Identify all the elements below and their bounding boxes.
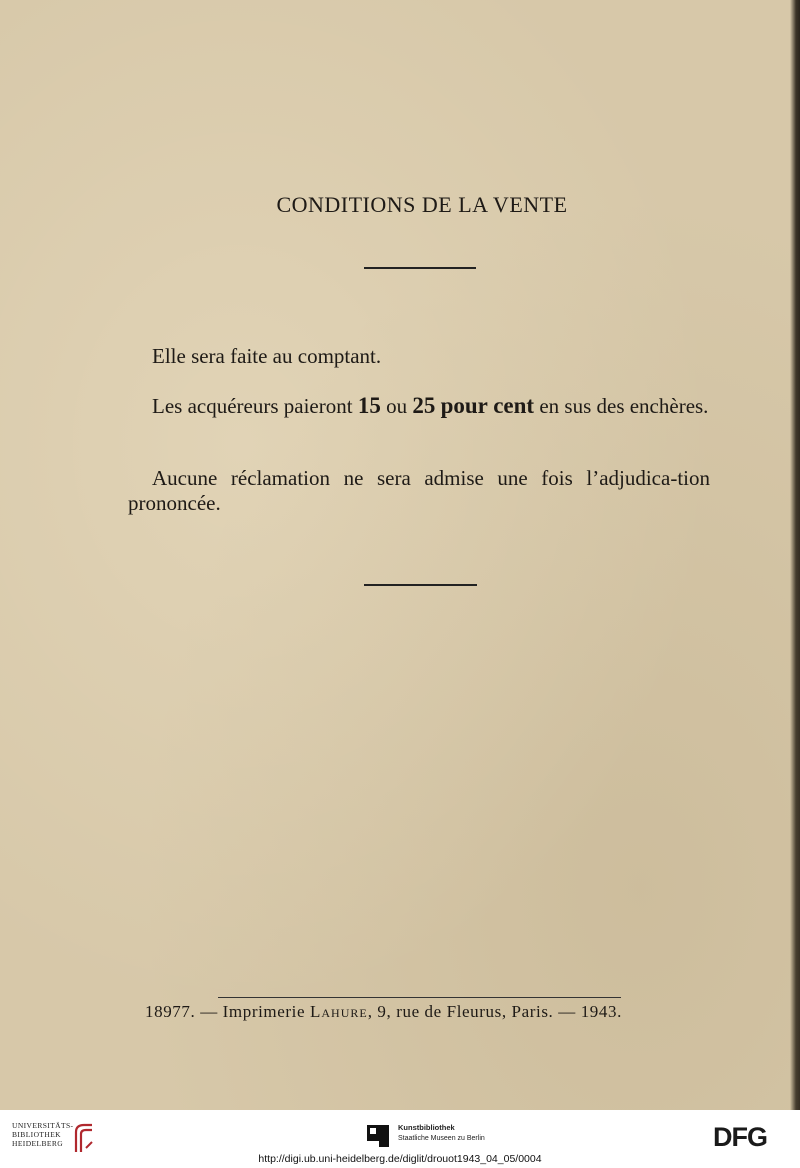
fees-text-before: Les acquéreurs paieront xyxy=(152,394,353,418)
fees-text-after: en sus des enchères. xyxy=(539,394,709,418)
university-seal-icon xyxy=(72,1122,96,1154)
paragraph-claims: Aucune réclamation ne sera admise une fois l’adjudica-tion prononcée. xyxy=(128,466,710,515)
fees-percent-phrase: pour cent xyxy=(440,393,535,418)
paragraph-payment: Elle sera faite au comptant. xyxy=(152,344,382,368)
page-title: CONDITIONS DE LA VENTE xyxy=(276,192,568,217)
museum-logo-icon xyxy=(366,1122,392,1148)
printer-imprint xyxy=(145,1002,705,1022)
museum-name: Kunstbibliothek xyxy=(398,1123,455,1132)
imprint-text-before: 18977. — Imprimerie xyxy=(145,1002,306,1021)
museum-credit xyxy=(398,1123,485,1144)
imprint-text-after: , 9, rue de Fleurus, Paris. — 1943. xyxy=(367,1002,622,1021)
divider-bottom xyxy=(364,584,477,586)
paragraph-fees xyxy=(128,393,710,419)
museum-subtitle: Staatliche Museen zu Berlin xyxy=(398,1135,485,1142)
divider-top xyxy=(364,267,476,269)
viewer-footer-bar xyxy=(0,1110,800,1168)
fees-number-25: 25 xyxy=(412,393,436,418)
imprint-printer-name: Lahure xyxy=(309,1002,368,1021)
fees-text-mid: ou xyxy=(386,394,408,418)
dfg-logo[interactable]: DFG xyxy=(713,1122,767,1152)
ub-line-2: BIBLIOTHEK xyxy=(12,1130,61,1139)
permalink-url[interactable]: http://digi.ub.uni-heidelberg.de/diglit/drouot1943_04_05/0004 xyxy=(258,1153,542,1165)
footer-divider xyxy=(218,997,621,998)
ub-line-3: HEIDELBERG xyxy=(12,1139,64,1148)
ub-line-1: UNIVERSITÄTS- xyxy=(12,1121,74,1130)
fees-number-15: 15 xyxy=(357,393,381,418)
